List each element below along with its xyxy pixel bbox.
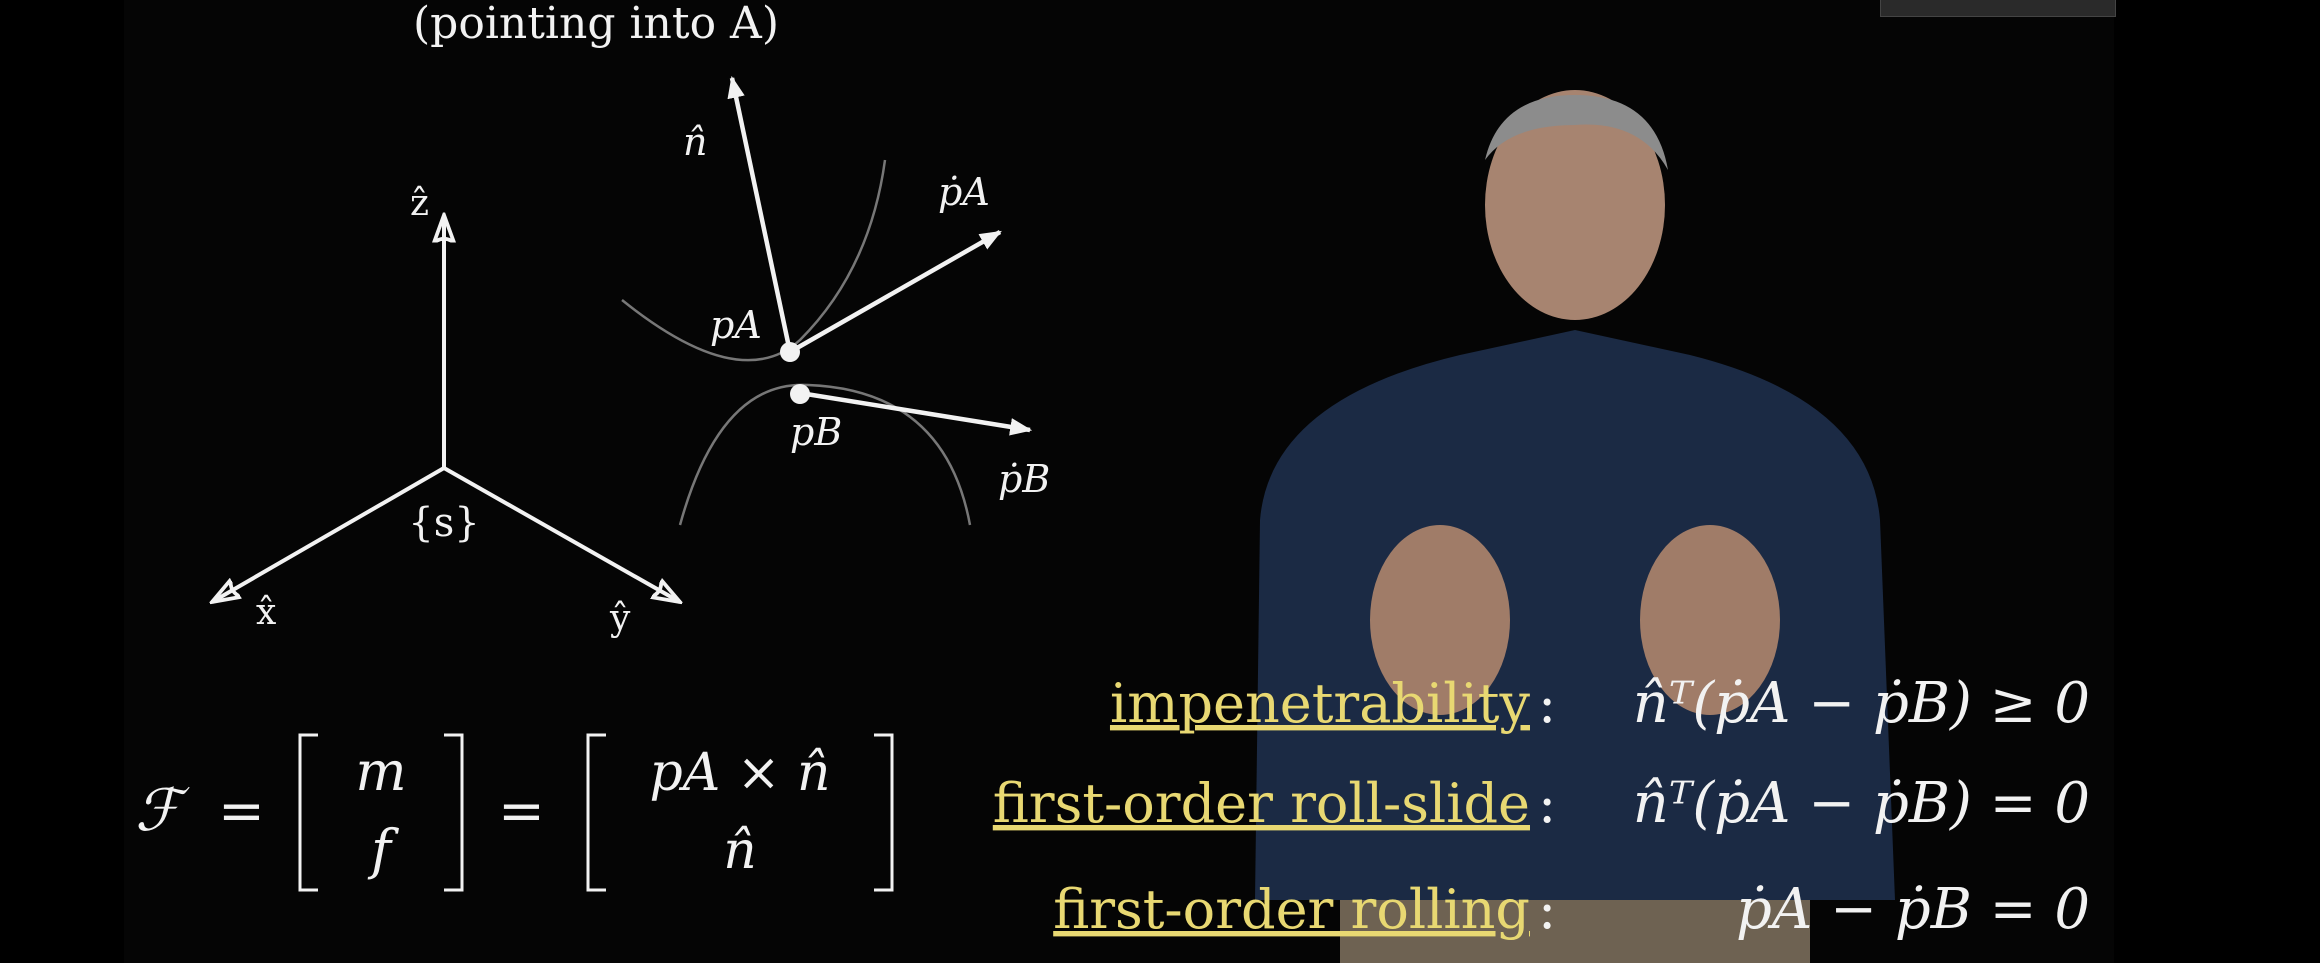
wrench-m: m [355,740,407,803]
constraint-term: impenetrability [1109,672,1530,735]
pa-label: pA [710,303,762,347]
constraint-equation: ṗA − ṗB = 0 [1736,877,2090,942]
constraint-list [993,671,2090,942]
constraint-term: first-order roll-slide [992,772,1530,835]
equals-sign-2: = [498,779,545,844]
constraint-term: first-order rolling [1053,878,1530,941]
bracket-left-1 [300,735,318,890]
wrench-normal: n̂ [723,821,757,881]
y-axis-label: ŷ [610,598,631,639]
body-b-outline [680,385,970,525]
bracket-right-1 [444,735,462,890]
velocity-a-vector [790,232,1000,352]
diagram-caption: (pointing into A) [413,0,779,49]
constraint-equation: n̂ᵀ(ṗA − ṗB) ≥ 0 [1632,671,2090,736]
z-axis-label: ẑ [410,183,429,224]
wrench-moment: pA × n̂ [649,743,831,803]
normal-label: n̂ [683,120,708,164]
point-b-dot [790,384,810,404]
colon: : [1538,672,1557,735]
constraint-roll-slide [993,771,2090,836]
wrench-symbol: ℱ [135,776,181,844]
wrench-equation [135,735,892,890]
bracket-left-2 [588,735,606,890]
pb-label: pB [790,410,843,454]
equals-sign-1: = [218,779,265,844]
wrench-f: f [371,818,391,881]
colon: : [1538,878,1557,941]
frame-label: {s} [408,500,480,546]
x-axis-label: x̂ [256,592,277,633]
contact-bodies [622,160,970,525]
constraint-equation: n̂ᵀ(ṗA − ṗB) = 0 [1632,771,2090,836]
pa-dot-label: ṗA [938,170,990,214]
colon: : [1538,772,1557,835]
contact-vectors [732,78,1030,430]
pb-dot-label: ṗB [998,457,1051,501]
bracket-right-2 [874,735,892,890]
point-a-dot [780,342,800,362]
